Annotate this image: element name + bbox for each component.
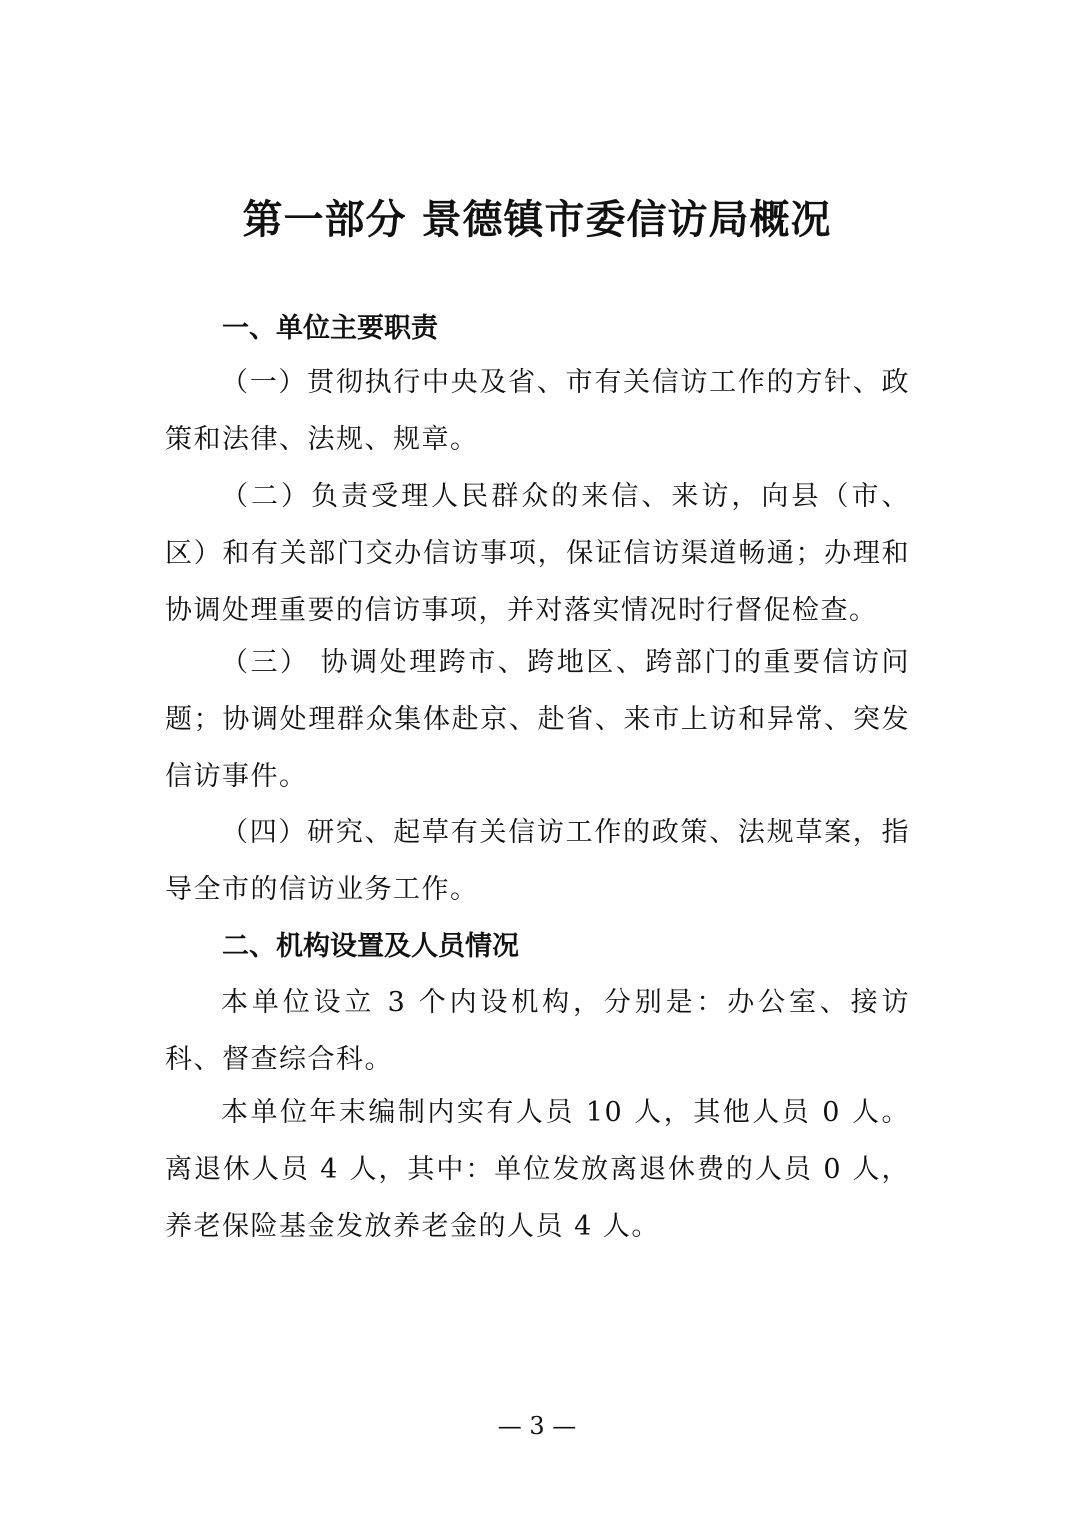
duty-paragraph-3: （三） 协调处理跨市、跨地区、跨部门的重要信访问题；协调处理群众集体赴京、赴省、来市上访和异常、突发信访事件。 <box>165 647 910 792</box>
page-title: 第一部分 景德镇市委信访局概况 <box>242 197 832 243</box>
duty-paragraph-2: （二）负责受理人民群众的来信、来访，向县（市、区）和有关部门交办信访事项，保证信访渠道畅通；办理和协调处理重要的信访事项，并对落实情况时行督促检查。 <box>165 481 910 626</box>
organization-paragraph-2: 本单位年末编制内实有人员 10 人，其他人员 0 人。离退休人员 4 人，其中：单位发放离退休费的人员 0 人，养老保险基金发放养老金的人员 4 人。 <box>165 1097 910 1242</box>
page-number: — 3 — <box>497 1412 577 1440</box>
section-heading-organization: 二、机构设置及人员情况 <box>222 931 519 962</box>
duty-paragraph-4: （四）研究、起草有关信访工作的政策、法规草案，指导全市的信访业务工作。 <box>165 817 910 905</box>
duty-paragraph-1: （一）贯彻执行中央及省、市有关信访工作的方针、政策和法律、法规、规章。 <box>165 367 910 455</box>
section-heading-duties: 一、单位主要职责 <box>222 313 438 344</box>
organization-paragraph-1: 本单位设立 3 个内设机构，分别是：办公室、接访科、督查综合科。 <box>165 987 910 1075</box>
